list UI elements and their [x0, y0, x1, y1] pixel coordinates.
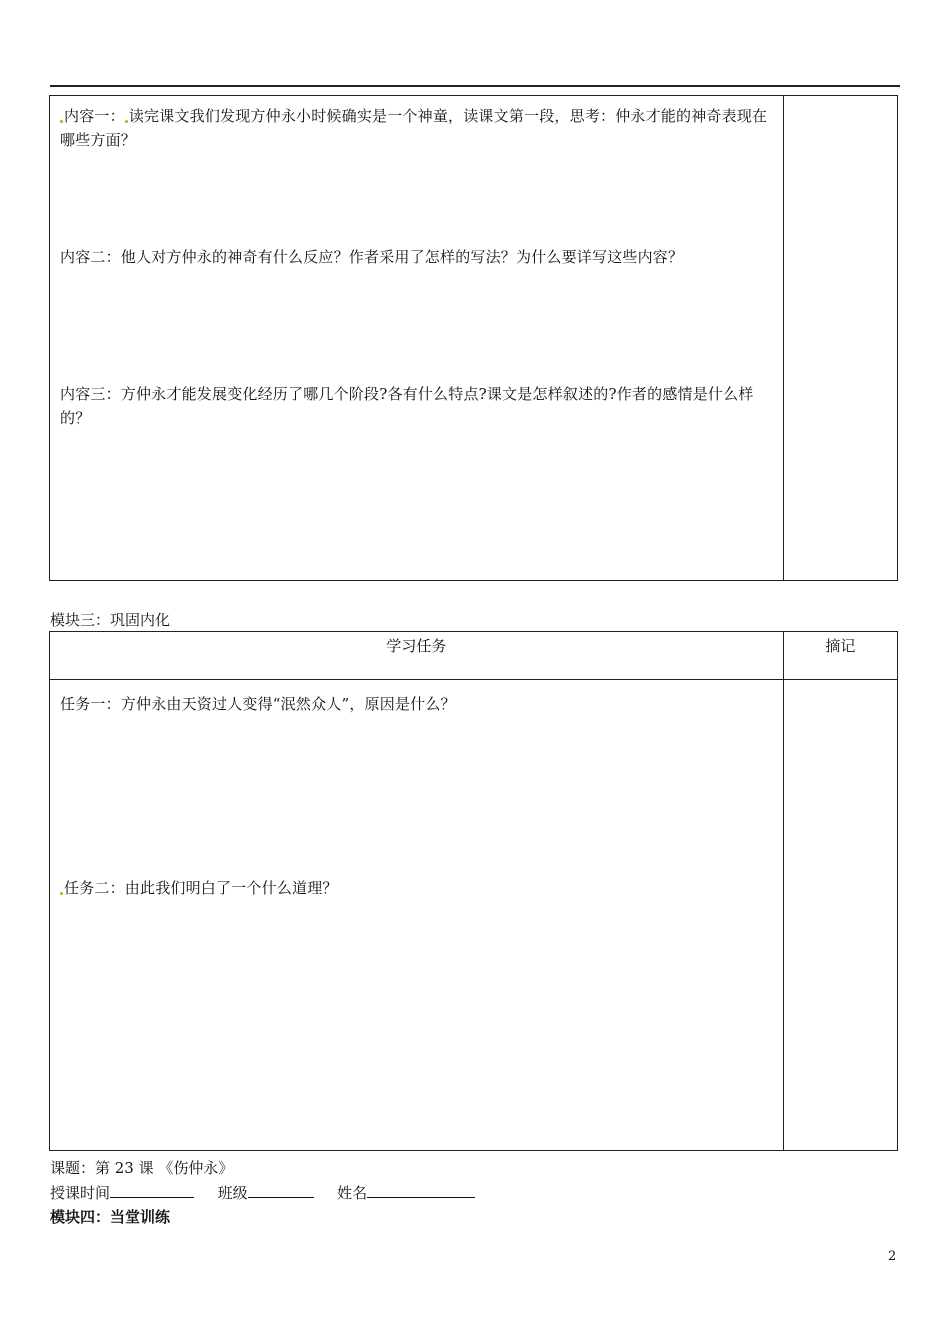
header-learning-task: 学习任务: [50, 632, 784, 680]
header-rule: [50, 85, 900, 87]
tasks-cell: [50, 680, 784, 1151]
notes-cell[interactable]: [783, 96, 897, 581]
time-blank[interactable]: [110, 1183, 194, 1198]
task-notes-cell[interactable]: [783, 680, 897, 1151]
module-three-title: 模块三：巩固内化: [50, 611, 171, 629]
marker-dot: [125, 120, 128, 123]
questions-cell: [50, 96, 784, 581]
class-label: 班级: [217, 1184, 248, 1202]
task-two-text: 任务二：由此我们明白了一个什么道理？: [64, 879, 338, 897]
session-info-line: [50, 1182, 475, 1203]
time-label: 授课时间: [50, 1184, 111, 1202]
header-notes: 摘记: [783, 632, 897, 680]
content-one-text: 读完课文我们发现方仲永小时候确实是一个神童，读课文第一段，思考：仲永才能的神奇表现在哪些方面？: [60, 107, 768, 149]
marker-dot: [60, 120, 63, 123]
task-one-question: 任务一：方仲永由天资过人变得“泯然众人”，原因是什么？: [60, 695, 456, 713]
task-two-question: [60, 876, 775, 900]
page-number: 2: [888, 1249, 897, 1264]
class-blank[interactable]: [248, 1183, 314, 1198]
content-three-question: 内容三：方仲永才能发展变化经历了哪几个阶段?各有什么特点?课文是怎样叙述的?作者的感情是什么样的？: [60, 385, 754, 427]
content-one-question: [60, 104, 775, 152]
content-two-question: 内容二：他人对方仲永的神奇有什么反应？作者采用了怎样的写法？为什么要详写这些内容？: [60, 248, 684, 266]
marker-dot: [60, 892, 63, 895]
lesson-title: 课题：第 23 课 《伤仲永》: [50, 1159, 234, 1177]
consolidation-table: [49, 631, 898, 1151]
content-one-prefix: 内容一：: [64, 107, 125, 125]
content-questions-table: [49, 95, 898, 581]
name-blank[interactable]: [367, 1183, 475, 1198]
module-four-title: 模块四：当堂训练: [50, 1208, 171, 1226]
name-label: 姓名: [337, 1184, 368, 1202]
